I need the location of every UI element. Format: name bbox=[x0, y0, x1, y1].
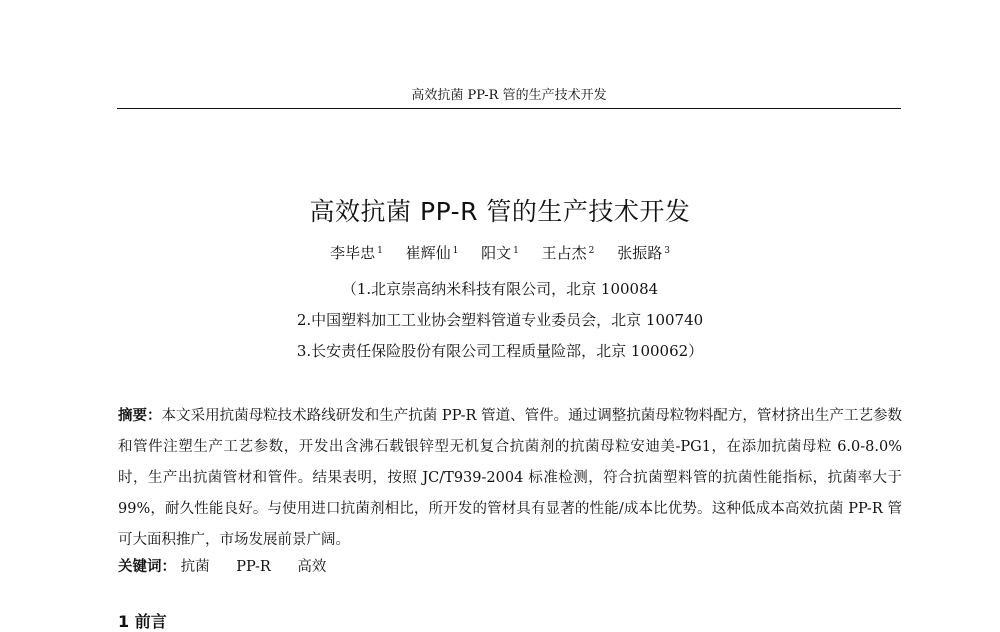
author: 阳文 $^1$ bbox=[481, 244, 519, 262]
header-rule bbox=[117, 108, 901, 109]
author: 王占杰 $^2$ bbox=[541, 244, 595, 262]
abstract bbox=[118, 401, 902, 556]
keyword: 高效 bbox=[297, 559, 327, 575]
author: 张振路 $^3$ bbox=[617, 244, 670, 262]
section-heading: 1 前言 bbox=[118, 612, 167, 631]
abstract-text: 本文采用抗菌母粒技术路线研发和生产抗菌 PP-R 管道、管件。通过调整抗菌母粒物料配方，管材挤出生产工艺参数和管件注塑生产工艺参数，开发出含沸石载银锌型无机复合抗菌剂的抗菌母粒安迪美-PG1，在添加抗菌母粒 6.0-8.0%时，生产出抗菌管材和管件。结果表明，按照 JC/T939-2004 标准检测，符合抗菌塑料管的抗菌性能指标，抗菌率大于 99%，耐久性能良好。与使用进口抗菌剂相比，所开发的管材具有显著的性能/成本比优势。这种低成本高效抗菌 PP-R 管可大面积推广，市场发展前景广阔。 bbox=[118, 408, 902, 548]
affiliation-3: 3.长安责任保险股份有限公司工程质量险部，北京 100062） bbox=[296, 342, 704, 360]
keywords bbox=[118, 555, 348, 579]
author: 李毕忠 $^1$ bbox=[330, 244, 383, 262]
affiliation-2: 2.中国塑料加工工业协会塑料管道专业委员会，北京 100740 bbox=[296, 311, 704, 329]
author: 崔辉仙 $^1$ bbox=[405, 244, 459, 262]
paper-title: 高效抗菌 PP-R 管的生产技术开发 bbox=[309, 197, 691, 226]
abstract-label: 摘要： bbox=[118, 408, 162, 424]
author-list bbox=[0, 243, 1000, 263]
running-header: 高效抗菌 PP-R 管的生产技术开发 bbox=[411, 88, 607, 103]
keywords-label: 关键词： bbox=[118, 559, 176, 575]
affiliation-1: （1.北京崇高纳米科技有限公司，北京 100084 bbox=[341, 280, 659, 298]
keyword: 抗菌 bbox=[180, 559, 210, 575]
keyword: PP-R bbox=[236, 559, 271, 575]
